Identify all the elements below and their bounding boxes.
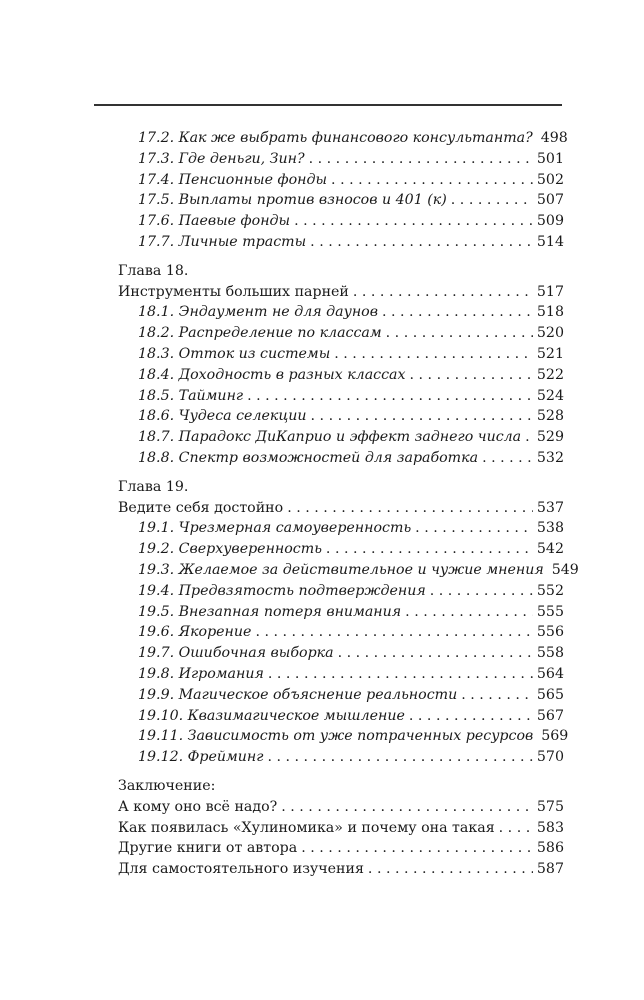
toc-subentry[interactable] — [118, 706, 564, 727]
page-number: 502 — [536, 171, 564, 188]
entry-title: 17.7. Личные трасты — [138, 233, 307, 250]
table-of-contents — [118, 128, 579, 880]
dot-leader — [409, 706, 533, 727]
toc-subentry[interactable] — [118, 170, 564, 191]
entry-title: 19.11. Зависимость от уже потраченных ресурсов — [138, 728, 534, 745]
entry-title: 19.10. Квазимагическое мышление — [138, 707, 405, 724]
toc-subentry[interactable] — [118, 685, 564, 706]
dot-leader — [451, 190, 533, 211]
page-number: 587 — [536, 861, 564, 878]
dot-leader — [482, 448, 533, 469]
page-number: 565 — [536, 686, 564, 703]
entry-title: 19.2. Сверхуверенность — [138, 541, 322, 558]
page-number: 569 — [541, 728, 569, 745]
toc-subentry[interactable] — [118, 539, 564, 560]
page-number: 522 — [536, 366, 564, 383]
page-number: 542 — [536, 541, 564, 558]
page-number: 501 — [536, 150, 564, 167]
toc-subentry[interactable] — [118, 643, 564, 664]
toc-entry[interactable] — [118, 797, 564, 818]
dot-leader — [410, 365, 533, 386]
page-number: 529 — [536, 429, 564, 446]
page-number: 514 — [536, 233, 564, 250]
entry-title: Для самостоятельного изучения — [118, 861, 364, 878]
page-number: 507 — [536, 192, 564, 209]
chapter-heading: Глава 19. — [118, 478, 189, 495]
entry-title: 17.4. Пенсионные фонды — [138, 171, 328, 188]
entry-title: Инструменты больших парней — [118, 283, 349, 300]
page-number: 521 — [536, 345, 564, 362]
dot-leader — [309, 149, 533, 170]
toc-subentry[interactable] — [118, 726, 569, 747]
dot-leader — [415, 518, 533, 539]
chapter-heading: Глава 18. — [118, 262, 189, 279]
entry-title: 19.12. Фрейминг — [138, 749, 264, 766]
toc-subentry[interactable] — [118, 622, 564, 643]
page-number: 509 — [536, 213, 564, 230]
toc-subentry[interactable] — [118, 560, 579, 581]
page-number: 567 — [536, 707, 564, 724]
dot-leader — [255, 622, 532, 643]
page-number: 564 — [536, 665, 564, 682]
page-number: 498 — [540, 130, 568, 146]
toc-subentry[interactable] — [118, 406, 564, 427]
dot-leader — [525, 427, 533, 448]
dot-leader — [268, 664, 533, 685]
toc-entry[interactable] — [118, 818, 564, 839]
dot-leader — [499, 818, 533, 839]
toc-subentry[interactable] — [118, 427, 564, 448]
toc-subentry[interactable] — [118, 149, 564, 170]
page-number: 537 — [536, 499, 564, 516]
dot-leader — [301, 838, 533, 859]
chapter-heading: Заключение: — [118, 777, 216, 794]
dot-leader — [310, 232, 533, 253]
entry-title: 19.8. Игромания — [138, 665, 264, 682]
toc-subentry[interactable] — [118, 190, 564, 211]
entry-title: 19.1. Чрезмерная самоуверенность — [138, 520, 412, 537]
section-gap — [118, 469, 564, 477]
dot-leader — [368, 859, 533, 880]
entry-title: 19.4. Предвзятость подтверждения — [138, 582, 426, 599]
entry-title: 17.5. Выплаты против взносов и 401 (к) — [138, 192, 447, 209]
dot-leader — [338, 643, 533, 664]
page-number: 518 — [536, 304, 564, 321]
toc-subentry[interactable] — [118, 323, 564, 344]
page-number: 558 — [536, 645, 564, 662]
entry-title: 18.6. Чудеса селекции — [138, 408, 307, 425]
entry-title: 19.6. Якорение — [138, 624, 252, 641]
dot-leader — [331, 170, 533, 191]
dot-leader — [326, 539, 533, 560]
page-number: 538 — [536, 520, 564, 537]
toc-subentry[interactable] — [118, 747, 564, 768]
toc-subentry[interactable] — [118, 344, 564, 365]
page-number: 524 — [536, 387, 564, 404]
page-number: 532 — [536, 449, 564, 466]
entry-title: Другие книги от автора — [118, 840, 298, 857]
dot-leader — [430, 581, 533, 602]
entry-title: 18.7. Парадокс ДиКаприо и эффект заднего числа — [138, 429, 522, 446]
toc-subentry[interactable] — [118, 448, 564, 469]
dot-leader — [334, 344, 533, 365]
page-number: 570 — [536, 749, 564, 766]
dot-leader — [382, 302, 533, 323]
dot-leader — [247, 386, 533, 407]
entry-title: 18.5. Тайминг — [138, 387, 244, 404]
header-rule — [94, 104, 562, 106]
page-number: 586 — [536, 840, 564, 857]
section-gap — [118, 253, 564, 261]
toc-entry[interactable] — [118, 498, 564, 519]
toc-subentry[interactable] — [118, 365, 564, 386]
page-number: 556 — [536, 624, 564, 641]
entry-title: 18.3. Отток из системы — [138, 345, 331, 362]
page-number: 528 — [536, 408, 564, 425]
dot-leader — [311, 406, 533, 427]
entry-title: 19.3. Желаемое за действительное и чужие мнения — [138, 561, 544, 578]
entry-title: 19.9. Магическое объяснение реальности — [138, 686, 458, 703]
dot-leader — [267, 747, 532, 768]
entry-title: А кому оно всё надо? — [118, 798, 278, 815]
page-number: 555 — [536, 603, 564, 620]
dot-leader — [353, 282, 533, 303]
toc-subentry[interactable] — [118, 302, 564, 323]
toc-entry[interactable] — [118, 838, 564, 859]
entry-title: 18.2. Распределение по классам — [138, 325, 382, 342]
entry-title: Ведите себя достойно — [118, 499, 284, 516]
page-number: 575 — [536, 798, 564, 815]
toc-entry[interactable] — [118, 859, 564, 880]
entry-title: 19.5. Внезапная потеря внимания — [138, 603, 402, 620]
dot-leader — [405, 602, 533, 623]
section-gap — [118, 768, 564, 776]
toc-subentry[interactable] — [118, 128, 568, 149]
entry-title: 18.1. Эндаумент не для даунов — [138, 304, 378, 321]
page-number: 520 — [536, 325, 564, 342]
entry-title: Как появилась «Хулиномика» и почему она такая — [118, 819, 495, 836]
entry-title: 17.2. Как же выбрать финансового консультанта? — [138, 130, 533, 146]
toc-subentry[interactable] — [118, 386, 564, 407]
dot-leader — [461, 685, 533, 706]
toc-subentry[interactable] — [118, 664, 564, 685]
toc-subentry[interactable] — [118, 211, 564, 232]
entry-title: 17.3. Где деньги, Зин? — [138, 150, 305, 167]
dot-leader — [287, 498, 533, 519]
page-number: 517 — [536, 283, 564, 300]
entry-title: 18.8. Спектр возможностей для заработка — [138, 449, 479, 466]
page-number: 583 — [536, 819, 564, 836]
toc-subentry[interactable] — [118, 518, 564, 539]
page-number: 549 — [551, 561, 579, 578]
entry-title: 19.7. Ошибочная выборка — [138, 645, 334, 662]
page-number: 552 — [536, 582, 564, 599]
entry-title: 18.4. Доходность в разных классах — [138, 366, 406, 383]
dot-leader — [281, 797, 533, 818]
toc-subentry[interactable] — [118, 232, 564, 253]
toc-entry[interactable] — [118, 282, 564, 303]
dot-leader — [386, 323, 533, 344]
dot-leader — [294, 211, 533, 232]
toc-subentry[interactable] — [118, 581, 564, 602]
entry-title: 17.6. Паевые фонды — [138, 213, 291, 230]
toc-subentry[interactable] — [118, 602, 564, 623]
